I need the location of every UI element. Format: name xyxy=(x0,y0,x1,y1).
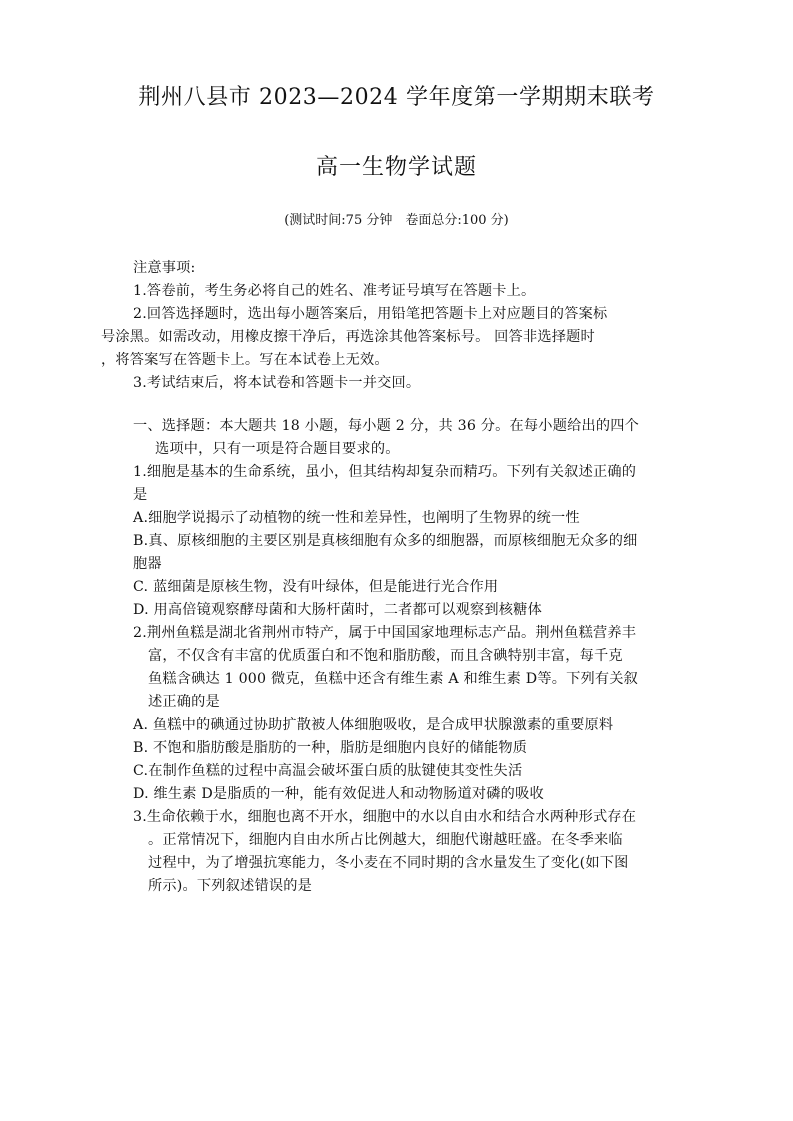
q2-option-b: B. 不饱和脂肪酸是脂肪的一种，脂肪是细胞内良好的储能物质 xyxy=(133,740,528,756)
q2-stem-line-2: 富，不仅含有丰富的优质蛋白和不饱和脂肪酸，而且含碘特别丰富，每千克 xyxy=(148,648,623,664)
notice-item-3: 3.考试结束后，将本试卷和答题卡一并交回。 xyxy=(133,375,421,391)
exam-title: 荆州八县市 2023—2024 学年度第一学期期末联考 xyxy=(138,85,655,110)
notice-item-2-line-3: ，将答案写在答题卡上。写在本试卷上无效。 xyxy=(101,352,389,368)
q2-stem-line-4: 述正确的是 xyxy=(148,694,220,710)
q2-option-a: A. 鱼糕中的碘通过协助扩散被人体细胞吸收，是合成甲状腺激素的重要原料 xyxy=(133,717,614,733)
exam-subtitle: 高一生物学试题 xyxy=(315,155,477,180)
section-heading-line-2: 选项中，只有一项是符合题目要求的。 xyxy=(155,441,400,457)
notice-item-2-line-1: 2.回答选择题时，选出每小题答案后，用铅笔把答题卡上对应题目的答案标 xyxy=(133,306,608,322)
notice-heading: 注意事项: xyxy=(133,260,196,276)
notice-item-1: 1.答卷前，考生务必将自己的姓名、准考证号填写在答题卡上。 xyxy=(133,283,536,299)
q1-option-c: C. 蓝细菌是原核生物，没有叶绿体，但是能进行光合作用 xyxy=(133,579,499,595)
q1-option-d: D. 用高倍镜观察酵母菌和大肠杆菌时，二者都可以观察到核糖体 xyxy=(133,602,542,618)
notice-item-2-line-2: 号涂黑。如需改动，用橡皮擦干净后，再选涂其他答案标号。 回答非选择题时 xyxy=(101,329,595,345)
q3-stem-line-3: 过程中，为了增强抗寒能力，冬小麦在不同时期的含水量发生了变化(如下图 xyxy=(148,855,629,871)
exam-info: (测试时间:75 分钟 卷面总分:100 分) xyxy=(284,213,509,228)
q1-option-b-line-1: B.真、原核细胞的主要区别是真核细胞有众多的细胞器，而原核细胞无众多的细 xyxy=(133,533,638,549)
q2-option-d: D. 维生素 D是脂质的一种，能有效促进人和动物肠道对磷的吸收 xyxy=(133,786,544,802)
q1-stem-line-2: 是 xyxy=(133,487,148,503)
q2-option-c: C.在制作鱼糕的过程中高温会破坏蛋白质的肽键使其变性失活 xyxy=(133,763,523,779)
q3-stem-line-4: 所示)。下列叙述错误的是 xyxy=(148,878,312,894)
section-heading-line-1: 一、选择题：本大题共 18 小题，每小题 2 分，共 36 分。在每小题给出的四个 xyxy=(133,418,640,434)
q1-option-a: A.细胞学说揭示了动植物的统一性和差异性，也阐明了生物界的统一性 xyxy=(133,510,580,526)
q3-stem-line-1: 3.生命依赖于水，细胞也离不开水，细胞中的水以自由水和结合水两种形式存在 xyxy=(133,809,637,825)
q1-stem-line-1: 1.细胞是基本的生命系统，虽小，但其结构却复杂而精巧。下列有关叙述正确的 xyxy=(133,464,637,480)
q3-stem-line-2: 。正常情况下，细胞内自由水所占比例越大，细胞代谢越旺盛。在冬季来临 xyxy=(148,832,623,848)
q2-stem-line-1: 2.荆州鱼糕是湖北省荆州市特产，属于中国国家地理标志产品。荆州鱼糕营养丰 xyxy=(133,625,637,641)
q2-stem-line-3: 鱼糕含碘达 1 000 微克，鱼糕中还含有维生素 A 和维生素 D等。下列有关叙 xyxy=(148,671,639,687)
q1-option-b-line-2: 胞器 xyxy=(133,556,162,572)
